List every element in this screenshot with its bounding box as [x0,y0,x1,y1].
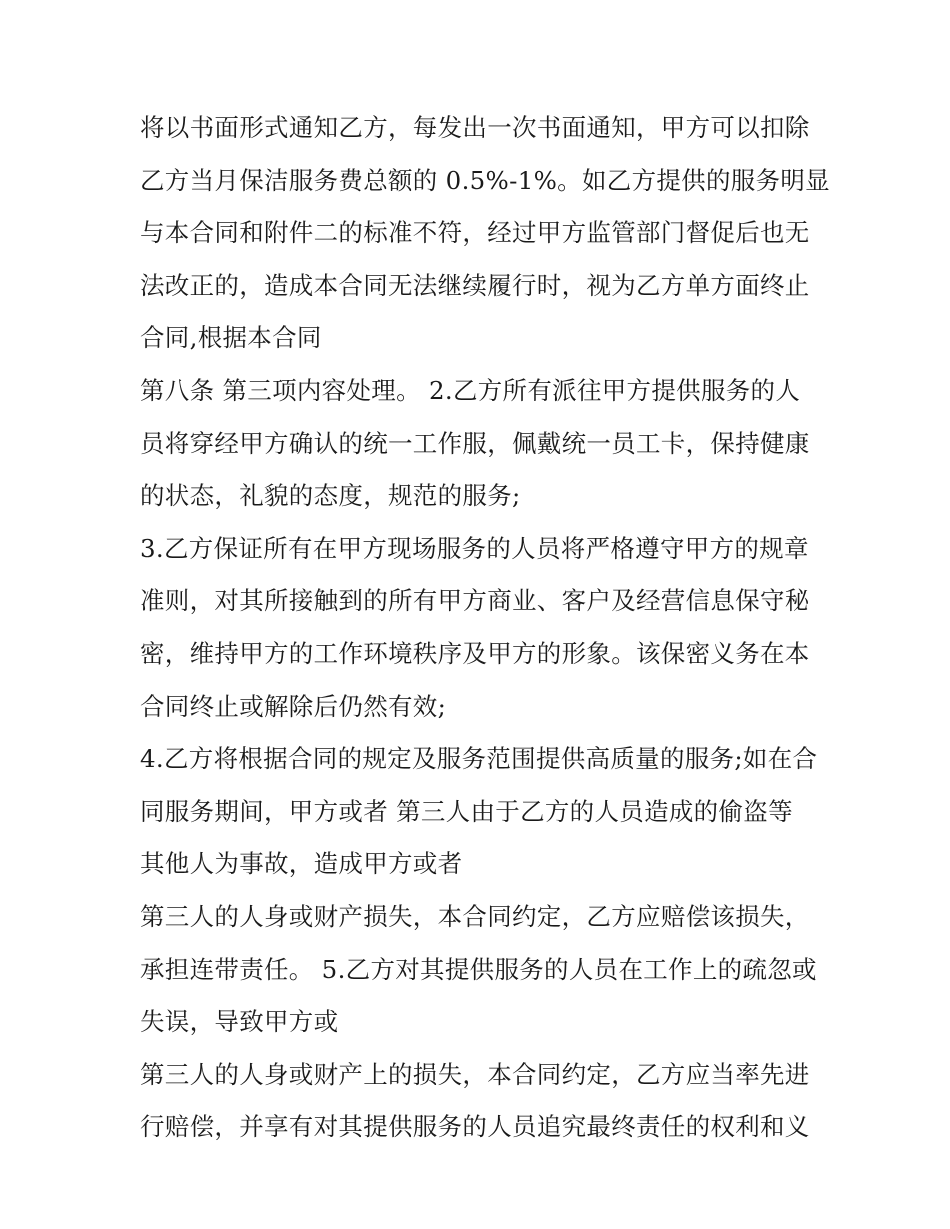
text-line: 法改正的，造成本合同无法继续履行时，视为乙方单方面终止 [140,270,810,300]
text-line: 3.乙方保证所有在甲方现场服务的人员将严格遵守甲方的规章 [140,533,809,563]
text-line: 第三人的人身或财产损失，本合同约定，乙方应赔偿该损失， [140,901,810,931]
text-line: 行赔偿，并享有对其提供服务的人员追究最终责任的权利和义 [140,1112,810,1142]
text-line: 将以书面形式通知乙方，每发出一次书面通知，甲方可以扣除 [140,113,810,142]
text-line: 失误，导致甲方或 [140,1007,339,1037]
text-line: 乙方当月保洁服务费总额的 0.5%-1%。如乙方提供的服务明显 [140,165,830,195]
contract-text [140,102,830,1154]
text-line: 合同,根据本合同 [140,323,322,353]
text-line: 合同终止或解除后仍然有效; [140,691,447,721]
text-line: 员将穿经甲方确认的统一工作服，佩戴统一员工卡，保持健康 [140,428,810,458]
text-line: 密，维持甲方的工作环境秩序及甲方的形象。该保密义务在本 [140,638,810,668]
text-line: 其他人为事故，造成甲方或者 [140,849,463,879]
text-line: 4.乙方将根据合同的规定及服务范围提供高质量的服务;如在合 [140,744,818,774]
text-line: 准则，对其所接触到的所有甲方商业、客户及经营信息保守秘 [140,586,810,616]
text-line: 承担连带责任。 5.乙方对其提供服务的人员在工作上的疏忽或 [140,954,817,984]
text-line: 的状态，礼貌的态度，规范的服务; [140,481,521,511]
text-line: 同服务期间，甲方或者 第三人由于乙方的人员造成的偷盗等 [140,796,793,826]
text-line: 第八条 第三项内容处理。 2.乙方所有派往甲方提供服务的人 [140,375,801,405]
text-line: 第三人的人身或财产上的损失，本合同约定，乙方应当率先进 [140,1059,810,1089]
text-line: 与本合同和附件二的标准不符，经过甲方监管部门督促后也无 [140,218,810,248]
